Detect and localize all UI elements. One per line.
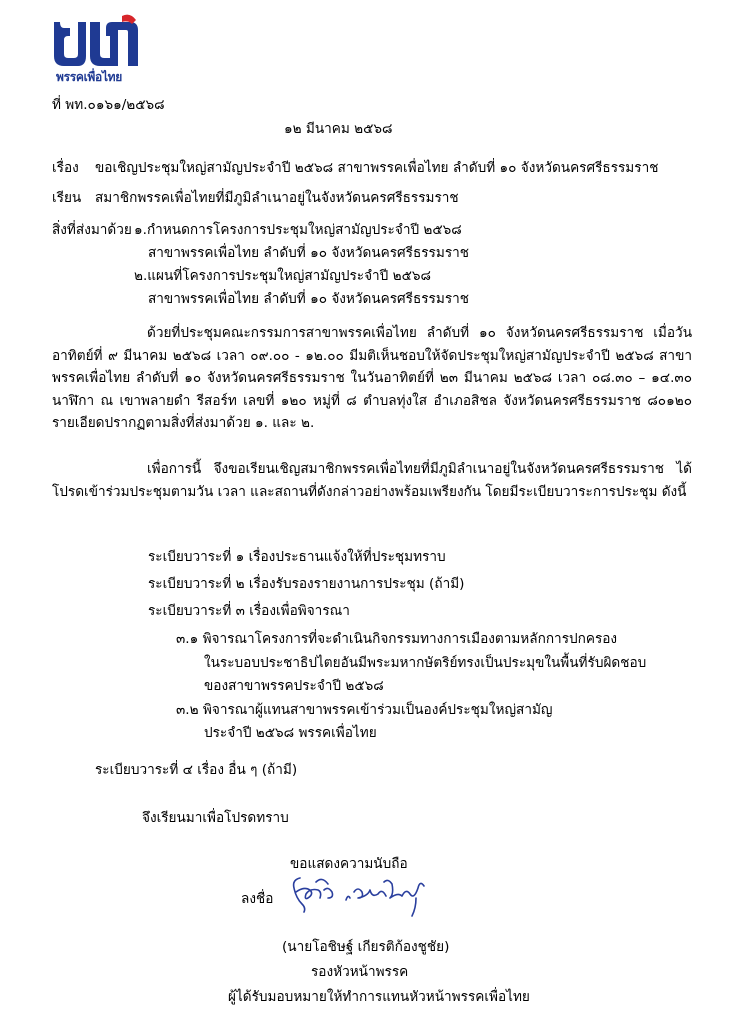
party-name-logo-text: พรรคเพื่อไทย — [56, 70, 123, 84]
enclosure-1-line1: ๑.กำหนดการโครงการประชุมใหญ่สามัญประจำปี ๒๕๖๘ — [134, 222, 462, 238]
recipient-label: เรียน — [52, 190, 82, 206]
agenda-item-3-1-line3: ของสาขาพรรคประจำปี ๒๕๖๘ — [204, 678, 384, 694]
document-date: ๑๒ มีนาคม ๒๕๖๘ — [284, 121, 393, 137]
enclosure-2-line1: ๒.แผนที่โครงการประชุมใหญ่สามัญประจำปี ๒๕๖๘ — [134, 268, 431, 284]
body-paragraph-1: ด้วยที่ประชุมคณะกรรมการสาขาพรรคเพื่อไทย ลำดับที่ ๑๐ จังหวัดนครศรีธรรมราช เมื่อวันอาทิตย์ที่ ๙ มีนาคม ๒๕๖๘ เวลา ๐๙.๐๐ - ๑๒.๐๐ มีมติเห็นชอบให้จัดประชุมใหญ่สามัญประจำปี ๒๕๖๘ สาขาพรรคเพื่อไทย ลำดับที่ ๑๐ จังหวัดนครศรีธรรมราช ในวันอาทิตย์ที่ ๒๓ มีนาคม ๒๕๖๘ เวลา ๐๘.๓๐ – ๑๔.๓๐ นาฬิกา ณ เขาพลายดำ รีสอร์ท เลขที่ ๑๒๐ หมู่ที่ ๘ ตำบลทุ่งใส อำเภอสิชล จังหวัดนครศรีธรรมราช ๘๐๑๒๐ รายเอียดปรากฏตามสิ่งที่ส่งมาด้วย ๑. และ ๒. — [52, 325, 692, 431]
enclosure-2-line2: สาขาพรรคเพื่อไทย ลำดับที่ ๑๐ จังหวัดนครศรีธรรมราช — [148, 291, 469, 307]
signer-name: (นายโอชิษฐ์ เกียรติก้องชูชัย) — [282, 939, 450, 955]
body-paragraph-2: เพื่อการนี้ จึงขอเรียนเชิญสมาชิกพรรคเพื่อไทยที่มีภูมิลำเนาอยู่ในจังหวัดนครศรีธรรมราช ได้โปรดเข้าร่วมประชุมตามวัน เวลา และสถานที่ดังกล่าวอย่างพร้อมเพรียงกัน โดยมีระเบียบวาระการประชุม ดังนี้ — [52, 461, 692, 500]
agenda-item-3-2-line1: ๓.๒ พิจารณาผู้แทนสาขาพรรคเข้าร่วมเป็นองค์ประชุมใหญ่สามัญ — [176, 702, 553, 718]
enclosure-1-line2: สาขาพรรคเพื่อไทย ลำดับที่ ๑๐ จังหวัดนครศรีธรรมราช — [148, 245, 469, 261]
handwritten-signature — [288, 868, 438, 920]
agenda-item-4: ระเบียบวาระที่ ๔ เรื่อง อื่น ๆ (ถ้ามี) — [95, 762, 298, 778]
recipient-text: สมาชิกพรรคเพื่อไทยที่มีภูมิลำเนาอยู่ในจังหวัดนครศรีธรรมราช — [95, 190, 459, 206]
signer-role: ผู้ได้รับมอบหมายให้ทำการแทนหัวหน้าพรรคเพื่อไทย — [228, 989, 530, 1005]
signature-label: ลงชื่อ — [241, 891, 274, 907]
subject-text: ขอเชิญประชุมใหญ่สามัญประจำปี ๒๕๖๘ สาขาพรรคเพื่อไทย ลำดับที่ ๑๐ จังหวัดนครศรีธรรมราช — [95, 160, 659, 176]
signer-title: รองหัวหน้าพรรค — [311, 964, 409, 980]
agenda-item-3: ระเบียบวาระที่ ๓ เรื่องเพื่อพิจารณา — [148, 603, 350, 619]
enclosures-label: สิ่งที่ส่งมาด้วย — [52, 222, 132, 238]
agenda-item-3-1-line2: ในระบอบประชาธิปไตยอันมีพระมหากษัตริย์ทรงเป็นประมุขในพื้นที่รับผิดชอบ — [204, 655, 647, 671]
signoff-text: ขอแสดงความนับถือ — [290, 856, 408, 872]
document-number: ที่ พท.๐๑๖๑/๒๕๖๘ — [52, 97, 165, 113]
agenda-item-1: ระเบียบวาระที่ ๑ เรื่องประธานแจ้งให้ที่ประชุมทราบ — [148, 549, 446, 565]
agenda-item-3-1-line1: ๓.๑ พิจารณาโครงการที่จะดำเนินกิจกรรมทางการเมืองตามหลักการปกครอง — [176, 631, 618, 647]
agenda-item-2: ระเบียบวาระที่ ๒ เรื่องรับรองรายงานการประชุม (ถ้ามี) — [148, 576, 465, 592]
agenda-item-3-2-line2: ประจำปี ๒๕๖๘ พรรคเพื่อไทย — [204, 725, 377, 741]
subject-label: เรื่อง — [52, 160, 79, 176]
closing-text: จึงเรียนมาเพื่อโปรดทราบ — [142, 810, 289, 826]
